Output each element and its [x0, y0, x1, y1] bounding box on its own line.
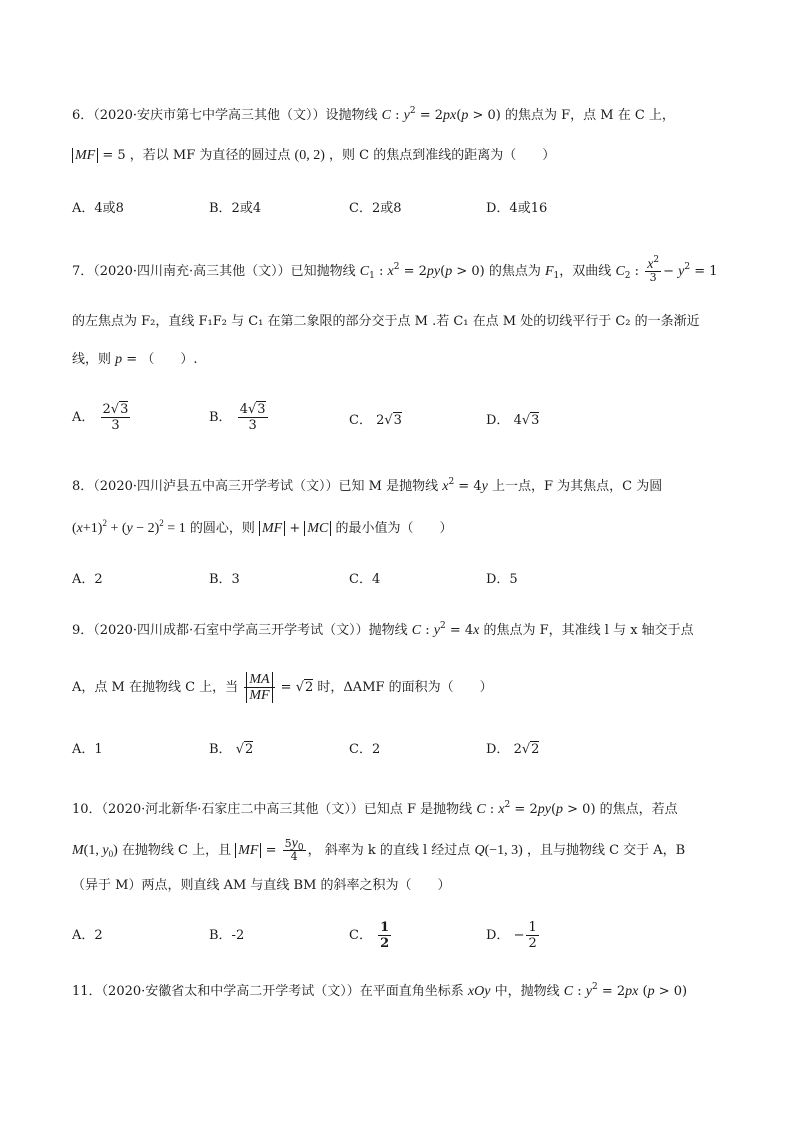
q8-text: 的最小值为（ ）: [335, 521, 453, 536]
q10-line-2: M(1, $y_0$) 在抛物线 C 上，且 MF = $\frac{5y_0}{4}$ ， 斜率为 k 的直线 l 经过点 Q(−1, 3) ，且与抛物线 C 交于 A，B: [72, 836, 686, 863]
q7-text: 双曲线: [572, 264, 612, 279]
q10-line-1: 10．（2020·河北新华·石家庄二中高三其他（文））已知点 F 是抛物线 C : $x^2 = 2py(p > 0)$ 的焦点，若点: [72, 800, 678, 817]
q7-text: 的焦点为: [488, 264, 541, 279]
q9-option-c[interactable]: C．2: [349, 742, 381, 757]
q10-text: 10．（2020·河北新华·石家庄二中高三其他（文））已知点 F 是抛物线: [72, 802, 473, 817]
q9-text: 的焦点为 F，其准线 l 与 x 轴交于点: [483, 623, 694, 638]
q8-line-1: 8．（2020·四川泸县五中高三开学考试（文））已知 M 是抛物线 $x^2 = 4y$ 上一点，F 为其焦点，C 为圆: [72, 477, 663, 494]
q6-text: 的焦点为 F，点 M 在 C 上，: [504, 108, 675, 123]
q8-option-c[interactable]: C．4: [349, 572, 381, 587]
q7-option-c[interactable]: C． 2√3: [349, 413, 402, 428]
q9-option-d[interactable]: D． 2√2: [486, 742, 540, 757]
q9-line-2: A，点 M 在抛物线 C 上，当 $\frac{MA}{MF}$ = √2 时，ΔAMF 的面积为（ ）: [72, 672, 493, 703]
q10-text: 斜率为 k 的直线 l 经过点: [324, 843, 471, 858]
q7-line-1: 7．（2020·四川南充·高三其他（文））已知抛物线 $C_1$ : $x^2 = 2py(p > 0)$ 的焦点为 $F_1$，双曲线 $C_2$ : $\frac{x^2}{3}$ − $y^2 = 1$: [72, 255, 718, 284]
q8-text: 8．（2020·四川泸县五中高三开学考试（文））已知 M 是抛物线: [72, 479, 439, 494]
q7-text: 7．（2020·四川南充·高三其他（文））已知抛物线: [72, 264, 356, 279]
q11-line-1: 11．（2020·安徽省太和中学高二开学考试（文））在平面直角坐标系 xOy 中，抛物线 C : $y^2 = 2px$ (p > 0): [72, 982, 688, 999]
q9-option-b[interactable]: B． √2: [209, 742, 254, 757]
q6-option-b[interactable]: B．2或4: [209, 201, 262, 216]
q11-text: 11．（2020·安徽省太和中学高二开学考试（文））在平面直角坐标系: [72, 984, 464, 999]
q10-text: ，且与抛物线 C 交于 A，B: [526, 843, 686, 858]
q9-option-a[interactable]: A．1: [72, 742, 103, 757]
q7-line-2: [72, 312, 700, 332]
q8-line-2: $(x+1)^2 + (y - 2)^2 = 1$ 的圆心，则 MF + MC 的最小值为（ ）: [72, 518, 453, 536]
q9-text: 9．（2020·四川成都·石室中学高三开学考试（文））抛物线: [72, 623, 408, 638]
q6-text: ，若以 MF 为直径的圆过点: [129, 148, 291, 163]
q6-text: 6．（2020·安庆市第七中学高三其他（文））设抛物线: [72, 108, 378, 123]
q10-option-b[interactable]: B．-2: [209, 928, 245, 943]
q6-option-c[interactable]: C．2或8: [349, 201, 402, 216]
q11-text: 中，抛物线: [494, 984, 560, 999]
q10-option-d[interactable]: D． − $\frac{1}{2}$: [486, 920, 537, 951]
q9-text: A，点 M 在抛物线 C 上，当: [72, 680, 239, 695]
q10-option-a[interactable]: A．2: [72, 928, 103, 943]
q6-text: ，则 C 的焦点到准线的距离为（ ）: [329, 148, 556, 163]
q9-text: 时，ΔAMF 的面积为（ ）: [317, 680, 493, 695]
q6-option-d[interactable]: D．4或16: [486, 201, 548, 216]
q8-option-a[interactable]: A．2: [72, 572, 103, 587]
q7-option-a[interactable]: A． $\frac{2√3}{3}$: [72, 402, 129, 433]
q9-line-1: 9．（2020·四川成都·石室中学高三开学考试（文））抛物线 C : $y^2 = 4x$ 的焦点为 F，其准线 l 与 x 轴交于点: [72, 621, 694, 638]
q8-text: 的圆心，则: [189, 521, 255, 536]
q7-option-b[interactable]: B． $\frac{4√3}{3}$: [209, 402, 266, 433]
q7-text: 的左焦点为 F₂，直线 F₁F₂ 与 C₁ 在第二象限的部分交于点 M .若 C₁ 在点 M 处的切线平行于 C₂ 的一条渐近: [72, 314, 700, 329]
q7-option-d[interactable]: D． 4√3: [486, 413, 540, 428]
q6-option-a[interactable]: A．4或8: [72, 201, 124, 216]
q8-option-b[interactable]: B．3: [209, 572, 240, 587]
q10-text: （异于 M）两点，则直线 AM 与直线 BM 的斜率之积为（ ）: [72, 878, 451, 893]
q7-text: 线，则: [72, 352, 116, 367]
q8-text: 上一点，F 为其焦点，C 为圆: [491, 479, 663, 494]
q8-option-d[interactable]: D．5: [486, 572, 518, 587]
q10-text: 的焦点，若点: [599, 802, 678, 817]
q10-line-3: [72, 876, 451, 896]
q10-text: 在抛物线 C 上，且: [121, 843, 232, 858]
q6-line-1: 6．（2020·安庆市第七中学高三其他（文））设抛物线 C : $y^2 = 2px(p > 0)$ 的焦点为 F，点 M 在 C 上，: [72, 106, 675, 123]
q6-line-2: MF = 5 ，若以 MF 为直径的圆过点 (0, 2) ，则 C 的焦点到准线的距离为（ ）: [72, 146, 555, 166]
q10-option-c[interactable]: C． $\frac{1}{2}$: [349, 920, 390, 951]
q7-line-3: 线，则 p = （ ）.: [72, 352, 198, 367]
